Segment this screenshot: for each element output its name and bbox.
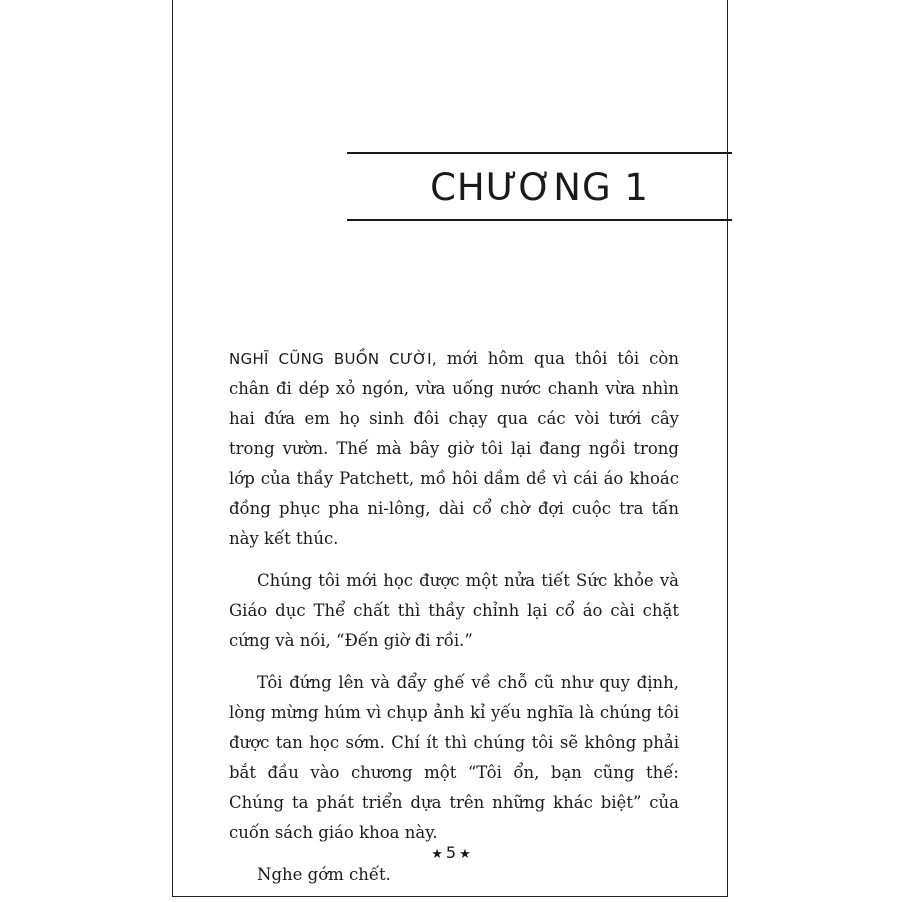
chapter-title: CHƯƠNG 1 [430,166,649,209]
page-footer [173,843,729,865]
title-rule-bottom [347,219,732,221]
paragraph-text: mới hôm qua thôi tôi còn chân đi dép xỏ ngón, vừa uống nước chanh vừa nhìn hai đứa em họ sinh đôi chạy qua các vòi tưới cây trong vườn. Thế mà bây giờ tôi lại đang ngồi trong lớp của thầy Patchett, mồ hôi dầm dề vì cái áo khoác đồng phục pha ni-lông, dài cổ chờ đợi cuộc tra tấn này kết thúc. [229,349,679,548]
chapter-body [229,344,679,902]
paragraph-1 [229,344,679,554]
book-page [172,0,728,897]
star-icon: ★ [431,847,443,862]
paragraph-4: Nghe gớm chết. [257,865,391,884]
star-icon: ★ [459,847,471,862]
title-rule-top [347,152,732,154]
paragraph-lead: NGHĨ CŨNG BUỒN CƯỜI, [229,350,437,368]
paragraph-3: Tôi đứng lên và đẩy ghế về chỗ cũ như quy định, lòng mừng húm vì chụp ảnh kỉ yếu nghĩa là chúng tôi được tan học sớm. Chí ít thì chúng tôi sẽ không phải bắt đầu vào chương một “Tôi ổn, bạn cũng thế: Chúng ta phát triển dựa trên những khác biệt” của cuốn sách giáo khoa này. [229,673,679,842]
paragraph-2: Chúng tôi mới học được một nửa tiết Sức khỏe và Giáo dục Thể chất thì thầy chỉnh lại cổ áo cài chặt cứng và nói, “Đến giờ đi rồi.” [229,571,679,650]
page-number: 5 [445,843,457,862]
